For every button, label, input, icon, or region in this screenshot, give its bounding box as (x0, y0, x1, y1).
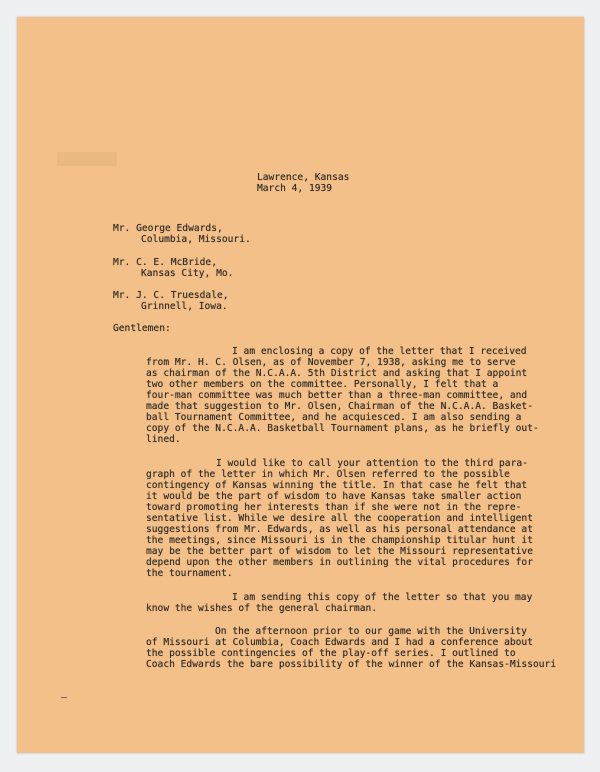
para4-line: On the afternoon prior to our game with the University (215, 626, 527, 637)
para2-line: contingency of Kansas winning the title. In that case he felt that (146, 480, 528, 491)
para1-line: made that suggestion to Mr. Olsen, Chairman of the N.C.A.A. Basket- (146, 401, 533, 412)
para2-line: it would be the part of wisdom to have Kansas take smaller action (146, 491, 522, 502)
paper-smudge (57, 152, 117, 166)
para4-line: of Missouri at Columbia, Coach Edwards and I had a conference about (146, 637, 533, 648)
para1-line: two other members on the committee. Personally, I felt that a (146, 379, 499, 390)
para2-line: graph of the letter in which Mr. Olsen referred to the possible (146, 469, 510, 480)
para4-line: Coach Edwards the bare possibility of the winner of the Kansas-Missouri (146, 659, 557, 670)
para1-line: four-man committee was much better than a three-man committee, and (146, 390, 528, 401)
para2-line: the meetings, since Missouri is in the championship titular hunt it (146, 535, 533, 546)
recipient-1-city: Columbia, Missouri. (141, 234, 251, 245)
recipient-3-name: Mr. J. C. Truesdale, (113, 290, 229, 301)
recipient-2-city: Kansas City, Mo. (141, 268, 234, 279)
para1-line: copy of the N.C.A.A. Basketball Tournament plans, as he briefly out- (146, 423, 539, 434)
recipient-1-name: Mr. George Edwards, (113, 223, 223, 234)
para2-line: depend upon the other members in outlining the vital procedures for (146, 557, 533, 568)
para3-line: know the wishes of the general chairman. (146, 603, 378, 614)
para2-line: toward promoting her interests than if she were not in the repre- (146, 502, 522, 513)
para2-line: suggestions from Mr. Edwards, as well as his personal attendance at (146, 524, 533, 535)
margin-mark (61, 697, 67, 698)
para2-line: I would like to call your attention to the third para- (216, 458, 528, 469)
para1-line: from Mr. H. C. Olsen, as of November 7, 1938, asking me to serve (146, 357, 516, 368)
para2-line: sentative list. While we desire all the cooperation and intelligent (146, 513, 533, 524)
recipient-2-name: Mr. C. E. McBride, (113, 257, 217, 268)
recipient-3-city: Grinnell, Iowa. (141, 301, 228, 312)
para4-line: the possible contingencies of the play-off series. I outlined to (146, 648, 516, 659)
salutation: Gentlemen: (113, 323, 171, 334)
para1-line: lined. (146, 434, 181, 445)
letter-place: Lawrence, Kansas (257, 172, 350, 183)
para1-line: as chairman of the N.C.A.A. 5th District and asking that I appoint (146, 368, 528, 379)
para2-line: the tournament. (146, 568, 233, 579)
para2-line: may be the better part of wisdom to let the Missouri representative (146, 546, 533, 557)
para1-line: I am enclosing a copy of the letter that I received (232, 346, 527, 357)
para3-line: I am sending this copy of the letter so that you may (232, 592, 533, 603)
para1-line: ball Tournament Committee, and he acquiesced. I am also sending a (146, 412, 522, 423)
letter-date: March 4, 1939 (257, 183, 333, 194)
letter-page (17, 17, 584, 753)
